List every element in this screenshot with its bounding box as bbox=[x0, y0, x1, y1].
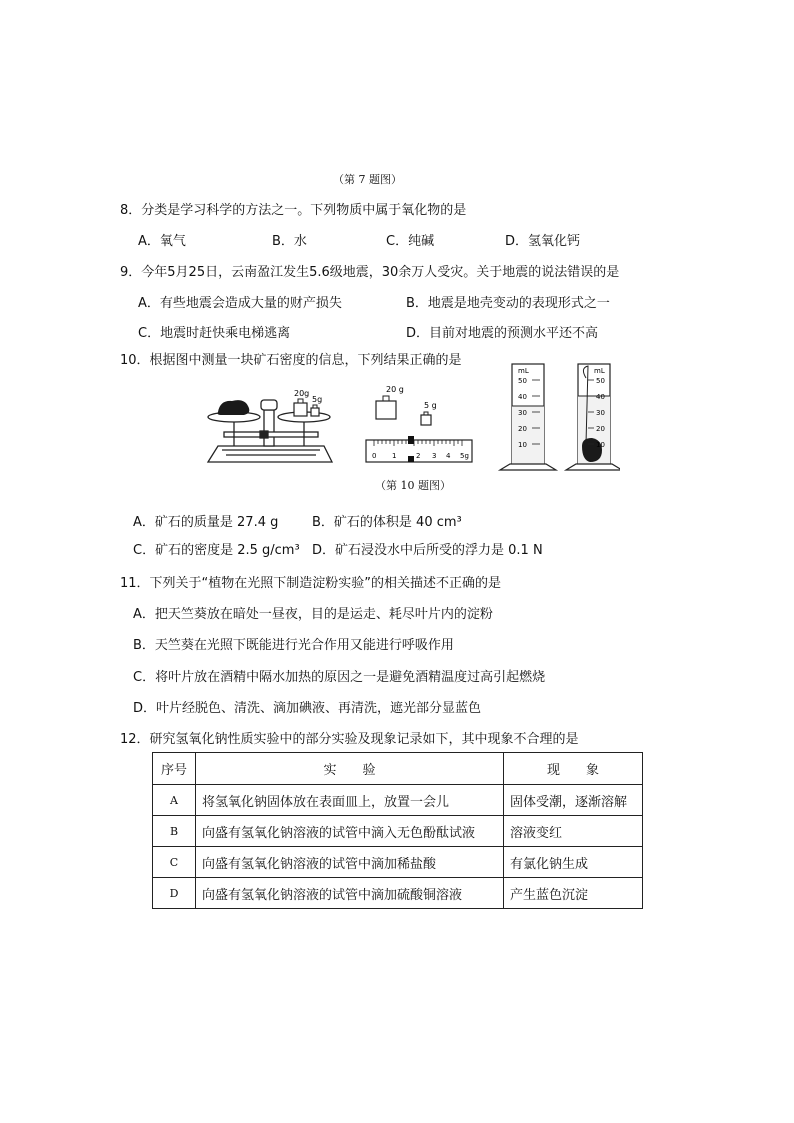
q9-stem: 9．今年5月25日，云南盈江发生5.6级地震，30余万人受灾。关于地震的说法错误的是 bbox=[120, 265, 620, 280]
measuring-cylinder-water bbox=[500, 364, 556, 470]
measuring-cylinder-rock bbox=[566, 364, 620, 470]
cyl1-tick-10: 10 bbox=[518, 441, 527, 449]
weight-5g bbox=[311, 408, 319, 416]
q10-option-a: A．矿石的质量是 27.4 g bbox=[133, 515, 279, 530]
fig10-caption: （第 10 题图） bbox=[375, 479, 451, 492]
row-phenomenon: 溶液变红 bbox=[504, 816, 643, 847]
q9-option-b: B．地震是地壳变动的表现形式之一 bbox=[406, 296, 610, 311]
balance-weight-label-20g: 20g bbox=[294, 389, 310, 398]
ruler-tick-0: 0 bbox=[372, 452, 377, 460]
row-experiment: 向盛有氢氧化钠溶液的试管中滴入无色酚酞试液 bbox=[196, 816, 504, 847]
balance-weight-label-5g: 5g bbox=[312, 395, 323, 404]
q9-option-a: A．有些地震会造成大量的财产损失 bbox=[138, 296, 342, 311]
row-experiment: 向盛有氢氧化钠溶液的试管中滴加稀盐酸 bbox=[196, 847, 504, 878]
q11-option-b: B．天竺葵在光照下既能进行光合作用又能进行呼吸作用 bbox=[133, 638, 454, 653]
mineral-rock bbox=[218, 400, 250, 415]
q8-option-c: C．纯碱 bbox=[386, 234, 435, 249]
cyl1-tick-30: 30 bbox=[518, 409, 527, 417]
header-seq: 序号 bbox=[153, 753, 196, 785]
row-seq: B bbox=[153, 816, 196, 847]
fig7-caption: （第 7 题图） bbox=[333, 173, 402, 186]
experiment-table bbox=[152, 752, 643, 909]
cyl2-tick-50: 50 bbox=[596, 377, 605, 385]
cyl2-tick-40: 40 bbox=[596, 393, 605, 401]
weight-20g bbox=[294, 403, 307, 416]
cyl1-tick-40: 40 bbox=[518, 393, 527, 401]
weight-label-20g: 20 g bbox=[386, 385, 404, 394]
cyl1-tick-20: 20 bbox=[518, 425, 527, 433]
ruler-tick-2: 2 bbox=[416, 452, 421, 460]
cyl1-unit: mL bbox=[518, 367, 529, 375]
row-phenomenon: 产生蓝色沉淀 bbox=[504, 878, 643, 909]
q11-stem: 11．下列关于“植物在光照下制造淀粉实验”的相关描述不正确的是 bbox=[120, 576, 502, 591]
cyl2-unit: mL bbox=[594, 367, 605, 375]
q8-option-a: A．氧气 bbox=[138, 234, 186, 249]
table-row bbox=[153, 847, 643, 878]
header-experiment: 实 验 bbox=[196, 753, 504, 785]
q10-figure bbox=[200, 362, 620, 476]
row-seq: D bbox=[153, 878, 196, 909]
q10-option-b: B．矿石的体积是 40 cm³ bbox=[312, 515, 462, 530]
q9-option-c: C．地震时赶快乘电梯逃离 bbox=[138, 326, 291, 341]
table-row bbox=[153, 816, 643, 847]
ruler-tick-1: 1 bbox=[392, 452, 397, 460]
ruler-tick-4: 4 bbox=[446, 452, 451, 460]
header-phenomenon: 现 象 bbox=[504, 753, 643, 785]
row-seq: C bbox=[153, 847, 196, 878]
cyl1-tick-50: 50 bbox=[518, 377, 527, 385]
cyl2-tick-30: 30 bbox=[596, 409, 605, 417]
cyl2-tick-10: 10 bbox=[596, 441, 605, 449]
row-experiment: 将氢氧化钠固体放在表面皿上，放置一会儿 bbox=[196, 785, 504, 816]
q10-stem: 10．根据图中测量一块矿石密度的信息，下列结果正确的是 bbox=[120, 353, 462, 368]
q10-option-d: D．矿石浸没水中后所受的浮力是 0.1 N bbox=[312, 543, 543, 558]
weights-and-ruler bbox=[366, 385, 472, 462]
cyl2-tick-20: 20 bbox=[596, 425, 605, 433]
q11-option-c: C．将叶片放在酒精中隔水加热的原因之一是避免酒精温度过高引起燃烧 bbox=[133, 670, 546, 685]
q11-option-d: D．叶片经脱色、清洗、滴加碘液、再清洗，遮光部分显蓝色 bbox=[133, 701, 482, 716]
q8-stem: 8．分类是学习科学的方法之一。下列物质中属于氧化物的是 bbox=[120, 203, 467, 218]
table-row bbox=[153, 785, 643, 816]
ruler-tick-5g: 5g bbox=[460, 452, 469, 460]
q9-option-d: D．目前对地震的预测水平还不高 bbox=[406, 326, 599, 341]
row-seq: A bbox=[153, 785, 196, 816]
row-phenomenon: 固体受潮，逐渐溶解 bbox=[504, 785, 643, 816]
q8-option-b: B．水 bbox=[272, 234, 307, 249]
q8-option-d: D．氢氧化钙 bbox=[505, 234, 581, 249]
ruler-rider bbox=[408, 436, 414, 444]
q12-stem: 12．研究氢氧化钠性质实验中的部分实验及现象记录如下，其中现象不合理的是 bbox=[120, 732, 579, 747]
table-header-row bbox=[153, 753, 643, 785]
q11-option-a: A．把天竺葵放在暗处一昼夜，目的是运走、耗尽叶片内的淀粉 bbox=[133, 607, 493, 622]
ruler-tick-3: 3 bbox=[432, 452, 437, 460]
table-row bbox=[153, 878, 643, 909]
weight-label-5g: 5 g bbox=[424, 401, 437, 410]
row-phenomenon: 有氯化钠生成 bbox=[504, 847, 643, 878]
q10-option-c: C．矿石的密度是 2.5 g/cm³ bbox=[133, 543, 300, 558]
row-experiment: 向盛有氢氧化钠溶液的试管中滴加硫酸铜溶液 bbox=[196, 878, 504, 909]
